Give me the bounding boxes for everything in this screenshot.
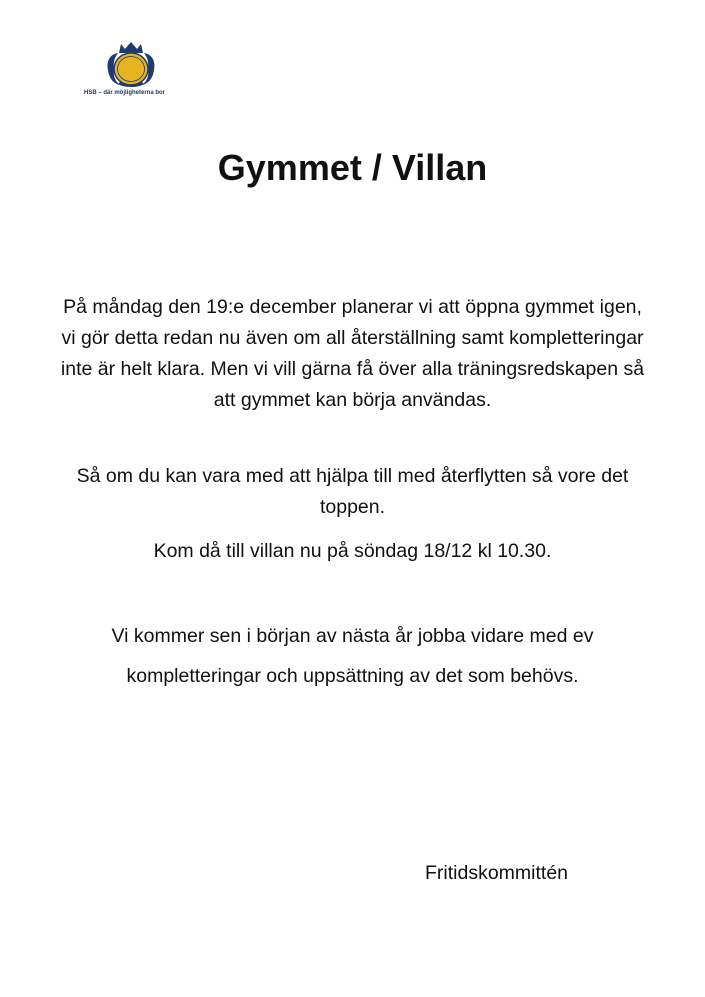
signature: Fritidskommittén [425,862,569,884]
paragraph-meeting-time: Kom då till villan nu på söndag 18/12 kl 10.30. [153,540,552,562]
page-title: Gymmet / Villan [217,147,488,188]
paragraph-future-work: Vi kommer sen i början av nästa år jobba vidare med ev kompletteringar och uppsättning av det som behövs. [111,625,594,687]
logo-tagline: HSB – där möjligheterna bor [84,90,166,96]
paragraph-help-request: Så om du kan vara med att hjälpa till med återflytten så vore det toppen. [76,465,629,518]
hsb-logo [84,40,184,104]
hsb-crest-icon [102,40,160,90]
paragraph-opening-info: På måndag den 19:e december planerar vi att öppna gymmet igen, vi gör detta redan nu även om all återställning samt kompletteringar inte är helt klara. Men vi vill gärna få över alla träningsredskapen så att gymmet kan börja användas. [60,296,645,411]
